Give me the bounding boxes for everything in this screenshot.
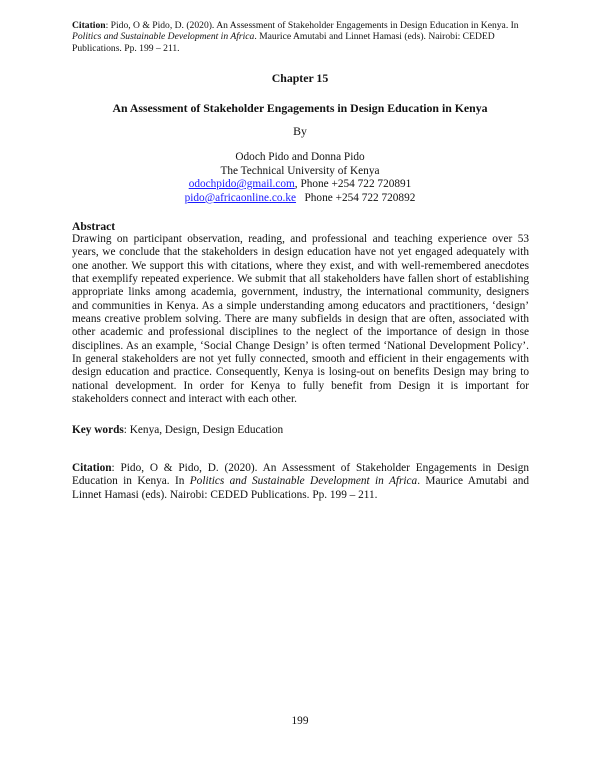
header-citation-sep: : bbox=[105, 20, 111, 31]
phone-2: Phone +254 722 720892 bbox=[296, 191, 416, 204]
author-contact-1 bbox=[0, 178, 600, 192]
citation-sep: : bbox=[111, 462, 121, 474]
phone-1: , Phone +254 722 720891 bbox=[294, 178, 412, 191]
citation-text-a: Pido, O & Pido, D. (2020). An Assessment of Stakeholder Engagements in Design Education in Kenya. In bbox=[72, 462, 529, 488]
author-names: Odoch Pido and Donna Pido bbox=[235, 151, 365, 163]
header-citation-text-a: Pido, O & Pido, D. (2020). An Assessment of Stakeholder Engagements in Design Education in Kenya. In bbox=[110, 20, 519, 31]
citation-label: Citation bbox=[72, 462, 112, 474]
header-citation-book-title: Politics and Sustainable Development in Africa bbox=[72, 31, 255, 43]
citation-book-title: Politics and Sustainable Development in Africa bbox=[189, 475, 418, 488]
keywords-line bbox=[72, 424, 529, 436]
page-number: 199 bbox=[291, 715, 309, 727]
by-line: By bbox=[293, 124, 307, 138]
keywords-sep: : bbox=[123, 424, 130, 436]
citation-paragraph bbox=[72, 462, 529, 502]
email-link-2[interactable]: pido@africaonline.co.ke bbox=[184, 191, 297, 204]
abstract-heading: Abstract bbox=[72, 220, 116, 233]
paper-title: An Assessment of Stakeholder Engagements in Design Education in Kenya bbox=[112, 101, 488, 115]
keywords-label: Key words bbox=[72, 424, 124, 436]
header-citation-text-b: . Maurice Amutabi and Linnet Hamasi (eds). Nairobi: CEDED Publications. Pp. 199 – 211. bbox=[72, 31, 495, 54]
abstract-text: Drawing on participant observation, reading, and professional and teaching experience over 53 years, we conclude that the stakeholders in design education have not yet engaged adequately with one another. We support this with citations, where they exist, and with well-remembered anecdotes that exemplify repeated experience. We submit that all stakeholders have fallen short of establishing appropriate links among academia, government, industry, the international community, designers and communities in Kenya. As a simple understanding among educators and practitioners, ‘design’ means creative problem solving. There are many subfields in design that are often, associated with other academic and professional disciplines to the neglect of the importance of design in those disciplines. As an example, ‘Social Change Design’ is often termed ‘National Development Policy’. In general stakeholders are not yet fully connected, smooth and efficient in their engagements with design education and practice. Consequently, Kenya is losing-out on benefits Design may bring to national development. In order for Kenya to fully benefit from Design it is important for stakeholders connect and interact with each other. bbox=[72, 233, 529, 406]
header-citation bbox=[72, 20, 532, 54]
author-block bbox=[0, 151, 600, 205]
author-affiliation: The Technical University of Kenya bbox=[220, 164, 380, 177]
citation-text-b: . Maurice Amutabi and Linnet Hamasi (eds). Nairobi: CEDED Publications. Pp. 199 – 211. bbox=[72, 475, 530, 501]
email-link-1[interactable]: odochpido@gmail.com bbox=[188, 178, 295, 191]
header-citation-label: Citation bbox=[72, 20, 106, 31]
chapter-heading: Chapter 15 bbox=[271, 71, 329, 85]
keywords-text: Kenya, Design, Design Education bbox=[129, 424, 284, 436]
author-contact-2 bbox=[0, 192, 600, 206]
